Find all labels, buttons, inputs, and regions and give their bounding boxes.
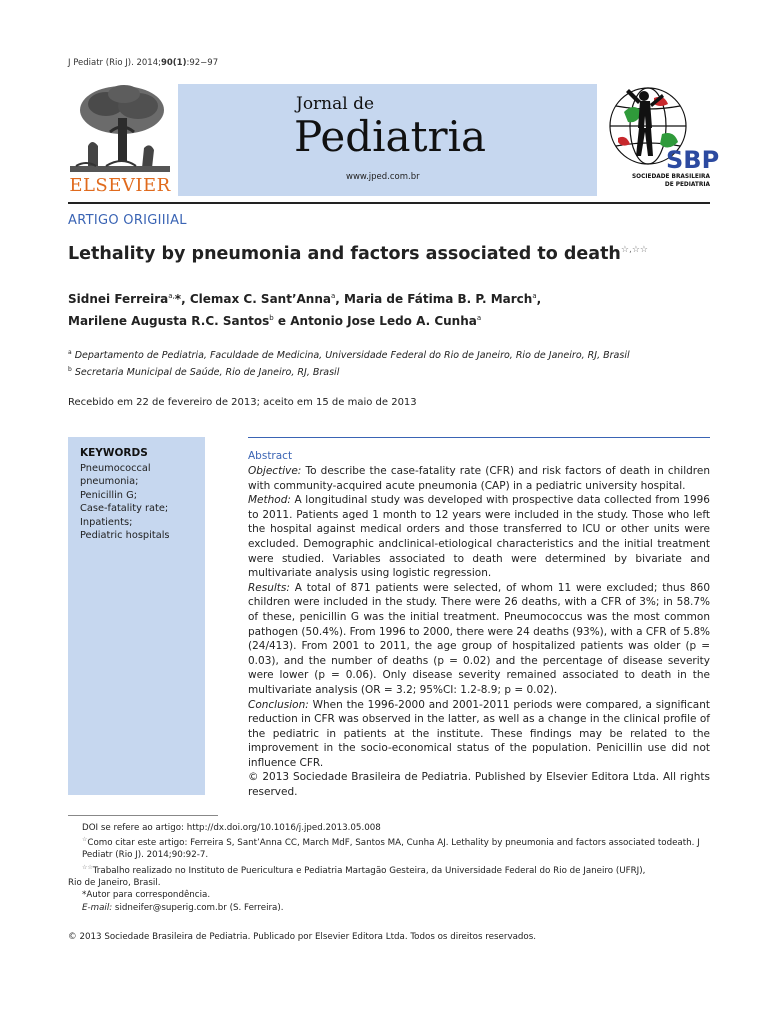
- author-line-2: Marilene Augusta R.C. Santos$^b$ e Antonio Jose Ledo A. Cunha$^a$: [68, 314, 482, 328]
- footnote-doi[interactable]: DOI se refere ao artigo: http://dx.doi.org/10.1016/j.jped.2013.05.008: [82, 823, 381, 833]
- affiliation-b: $^b$ Secretaria Municipal de Saúde, Rio de Janeiro, RJ, Brasil: [68, 366, 340, 379]
- received-dates: Recebido em 22 de fevereiro de 2013; aceito em 15 de maio de 2013: [68, 397, 417, 408]
- sbp-logo: [604, 82, 720, 196]
- author-name: Marilene Augusta R.C. Santos: [68, 314, 270, 328]
- journal-name: Pediatria: [294, 112, 487, 161]
- abstract-divider: [248, 437, 710, 438]
- abstract-objective: Objective: To describe the case-fatality rate (CFR) and risk factors of death in children with community-acquired acute pneumonia (CAP) in a pediatric university hospital.: [248, 465, 710, 492]
- author-name: Clemax C. Sant’Anna: [189, 292, 331, 306]
- abstract-body: [248, 464, 710, 800]
- author-list: [68, 287, 708, 331]
- footnote-corresponding: *Autor para correspondência.: [82, 890, 211, 901]
- abstract-copyright: © 2013 Sociedade Brasileira de Pediatria. Published by Elsevier Editora Ltda. All rights reserved.: [248, 771, 710, 799]
- journal-citation: J Pediatr (Rio J). 2014;90(1):92−97: [68, 58, 219, 68]
- keywords-title: KEYWORDS: [80, 447, 148, 459]
- journal-url[interactable]: www.jped.com.br: [346, 172, 420, 182]
- journal-masthead: [178, 84, 597, 196]
- footnotes: [68, 822, 713, 914]
- keyword-item: Pediatric hospitals: [80, 530, 170, 542]
- keywords-box: [68, 437, 205, 795]
- footnote-email: E-mail: sidneifer@superig.com.br (S. Ferreira).: [82, 902, 284, 913]
- article-title: Lethality by pneumonia and factors associated to death☆,☆☆: [68, 244, 648, 264]
- affiliation-a: $^a$ Departamento de Pediatria, Faculdade de Medicina, Universidade Federal do Rio de Janeiro, Rio de Janeiro, RJ, Brasil: [68, 349, 630, 362]
- section-label: ARTIGO ORIGIIIAL: [68, 213, 187, 228]
- abstract-method: Method: A longitudinal study was developed with prospective data collected from 1996 to 2011. Patients aged 1 month to 12 years were included in the study. Those who left the hospital against medical orders and those transferred to ICU or other units were excluded. Demographic andclinical-etiological characteristics and the initial treatment were studied. Variables associated to death were determined by bivariate and multivariate analysis using logistic regression.: [248, 494, 710, 580]
- globe-figure-icon: [604, 82, 720, 174]
- footnote-study-cont: Rio de Janeiro, Brasil.: [68, 877, 161, 888]
- elsevier-wordmark: ELSEVIER: [69, 175, 171, 196]
- elsevier-tree-icon: [66, 82, 174, 174]
- author-name: Maria de Fátima B. P. March: [344, 292, 533, 306]
- abstract-results: Results: A total of 871 patients were selected, of whom 11 were excluded; thus 860 children were included in the study. There were 26 deaths, with a CFR of 3%; in 58.7% of these, penicillin G was the initial treatment. Pneumococcus was the most common pathogen (50.4%). From 1996 to 2000, there were 24 deaths (93%), with a CFR of 5.8% (24/413). From 2001 to 2011, the age group of hospitalized patients was older (p = 0.03), and the number of deaths (p = 0.02) and the percentage of disease severity were lower (p = 0.06). Only disease severity remained associated to death in the multivariate analysis (OR = 3.2; 95%CI: 1.2-8.9; p = 0.02).: [248, 581, 710, 696]
- keyword-item: Inpatients;: [80, 516, 133, 528]
- footnote-study: ☆☆Trabalho realizado no Instituto de Puericultura e Pediatria Martagão Gesteira, da Universidade Federal do Rio de Janeiro (UFRJ),: [82, 863, 646, 876]
- journal-name-small: Jornal de: [296, 94, 375, 114]
- keywords-list: [80, 462, 202, 542]
- sbp-caption: SOCIEDADE BRASILEIRA DE PEDIATRIA: [631, 174, 710, 188]
- title-footnote-marks: ☆,☆☆: [620, 245, 648, 256]
- footnote-divider: [68, 815, 218, 816]
- header-divider: [68, 202, 710, 204]
- elsevier-logo: [66, 82, 174, 196]
- author-name: Sidnei Ferreira: [68, 292, 169, 306]
- author-line-1: Sidnei Ferreira$^{a,}$*, Clemax C. Sant’Anna$^a$, Maria de Fátima B. P. March$^a$,: [68, 292, 542, 306]
- abstract-heading: Abstract: [248, 450, 293, 462]
- keyword-item: Pneumococcal pneumonia;: [80, 463, 151, 488]
- author-name: Antonio Jose Ledo A. Cunha: [290, 314, 477, 328]
- sbp-abbreviation: SBP: [666, 146, 720, 174]
- bottom-copyright: © 2013 Sociedade Brasileira de Pediatria. Publicado por Elsevier Editora Ltda. Todos os direitos reservados.: [68, 932, 537, 942]
- keyword-item: Case-fatality rate;: [80, 503, 169, 515]
- abstract-conclusion: Conclusion: When the 1996-2000 and 2001-2011 periods were compared, a significant reduction in CFR was observed in the latter, as well as a change in the clinical profile of the pediatric in patients at the institute. These findings may be related to the improvement in the socio-economical status of the population. Penicillin use did not influence CFR.: [248, 698, 710, 769]
- affiliations: [68, 346, 708, 380]
- footnote-citation: ☆Como citar este artigo: Ferreira S, Sant’Anna CC, March MdF, Santos MA, Cunha AJ. Lethality by pneumonia and factors associated todeath. J Pediatr (Rio J). 2014;90:92-7.: [82, 836, 700, 861]
- keyword-item: Penicillin G;: [80, 489, 138, 501]
